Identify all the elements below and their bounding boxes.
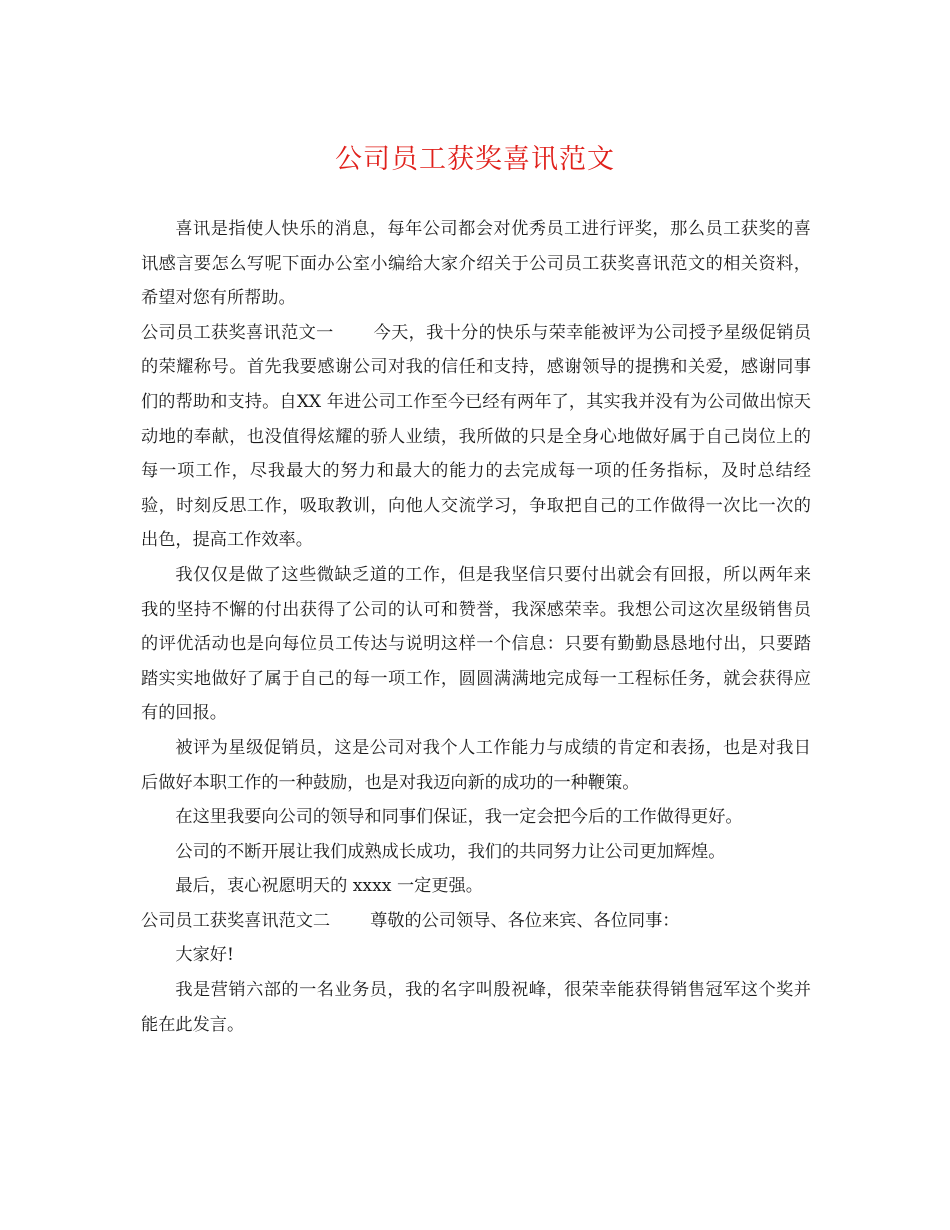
intro-paragraph: 喜讯是指使人快乐的消息，每年公司都会对优秀员工进行评奖，那么员工获奖的喜讯感言要怎么写呢下面办公室小编给大家介绍关于公司员工获奖喜讯范文的相关资料，希望对您有所帮助。 [141,219,811,309]
paragraph-4: 在这里我要向公司的领导和同事们保证，我一定会把今后的工作做得更好。 [175,807,743,828]
paragraph-2: 我仅仅是做了这些微缺乏道的工作，但是我坚信只要付出就会有回报，所以两年来我的坚持不懈的付出获得了公司的认可和赞誉，我深感荣幸。我想公司这次星级销售员的评优活动也是向每位员工传达与说明这样一个信息：只要有勤勤恳恳地付出，只要踏踏实实地做好了属于自己的每一项工作，圆圆满满地完成每一工程标任务，就会获得应有的回报。 [141,564,811,724]
document-title: 公司员工获奖喜讯范文 [335,144,615,175]
section-two-paragraph [141,904,811,939]
paragraph-5: 公司的不断开展让我们成熟成长成功，我们的共同努力让公司更加辉煌。 [175,841,726,862]
section-two-text: 尊敬的公司领导、各位来宾、各位同事： [370,910,680,931]
section-two-label: 公司员工获奖喜讯范文二 [141,910,331,931]
paragraph-7: 大家好! [175,945,234,966]
section-one-text: 今天，我十分的快乐与荣幸能被评为公司授予星级促销员的荣耀称号。首先我要感谢公司对我的信任和支持，感谢领导的提携和关爱，感谢同事们的帮助和支持。自XX 年进公司工作至今已经有两年了，其实我并没有为公司做出惊天动地的奉献，也没值得炫耀的骄人业绩，我所做的只是全身心地做好属于自己岗位上的每一项工作，尽我最大的努力和最大的能力的去完成每一项的任务指标，及时总结经验，时刻反思工作，吸取教训，向他人交流学习，争取把自己的工作做得一次比一次的出色，提高工作效率。 [141,322,811,551]
document-body [141,212,811,1042]
section-one-paragraph [141,316,811,558]
paragraph-6: 最后，衷心祝愿明天的 xxxx 一定更强。 [175,876,483,897]
section-one-label: 公司员工获奖喜讯范文一 [141,322,334,343]
paragraph-3: 被评为星级促销员，这是公司对我个人工作能力与成绩的肯定和表扬，也是对我日后做好本职工作的一种鼓励，也是对我迈向新的成功的一种鞭策。 [141,737,811,793]
paragraph-8: 我是营销六部的一名业务员，我的名字叫殷祝峰，很荣幸能获得销售冠军这个奖并能在此发言。 [141,980,811,1035]
